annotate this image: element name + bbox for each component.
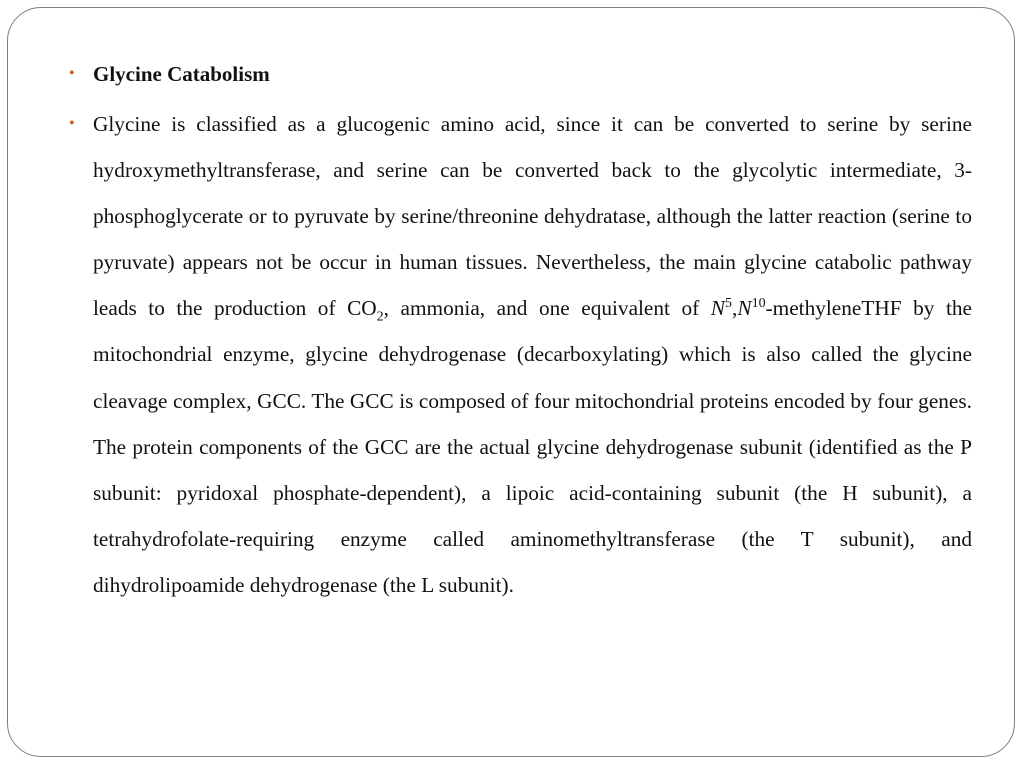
slide-frame (7, 7, 1015, 757)
bullet-item-title (66, 52, 972, 96)
superscript-5: 5 (725, 296, 733, 312)
subscript-2: 2 (376, 309, 384, 325)
superscript-10: 10 (751, 296, 766, 312)
bullet-icon: • (69, 115, 75, 132)
slide-title: Glycine Catabolism (93, 62, 270, 86)
paragraph-text-1: Glycine is classified as a glucogenic amino acid, since it can be converted to serine by serine hydroxymethyltransferase, and serine can be converted back to the glycolytic intermediate, 3-phosphoglycerate or to pyruvate by serine/threonine dehydratase, although the latter reaction (serine to pyruvate) appears not be occur in human tissues. Nevertheless, the main glycine catabolic pathway leads to the production of CO (93, 112, 972, 321)
body-paragraph (93, 101, 972, 608)
paragraph-text-2: , ammonia, and one equivalent of (383, 296, 711, 321)
italic-n-2: N (737, 296, 752, 321)
bullet-item-paragraph (66, 101, 972, 608)
bullet-icon: • (69, 65, 75, 82)
paragraph-text-3: -methyleneTHF by the mitochondrial enzyme, glycine dehydrogenase (decarboxylating) which is also called the glycine cleavage complex, GCC. The GCC is composed of four mitochondrial proteins encoded by four genes. The protein components of the GCC are the actual glycine dehydrogenase subunit (identified as the P subunit: pyridoxal phosphate-dependent), a lipoic acid-containing subunit (the H subunit), a tetrahydrofolate-requiring enzyme called aminomethyltransferase (the T subunit), and dihydrolipoamide dehydrogenase (the L subunit). (93, 296, 972, 597)
comma: , (732, 296, 738, 321)
italic-n-1: N (710, 296, 726, 321)
slide-content (66, 52, 972, 608)
